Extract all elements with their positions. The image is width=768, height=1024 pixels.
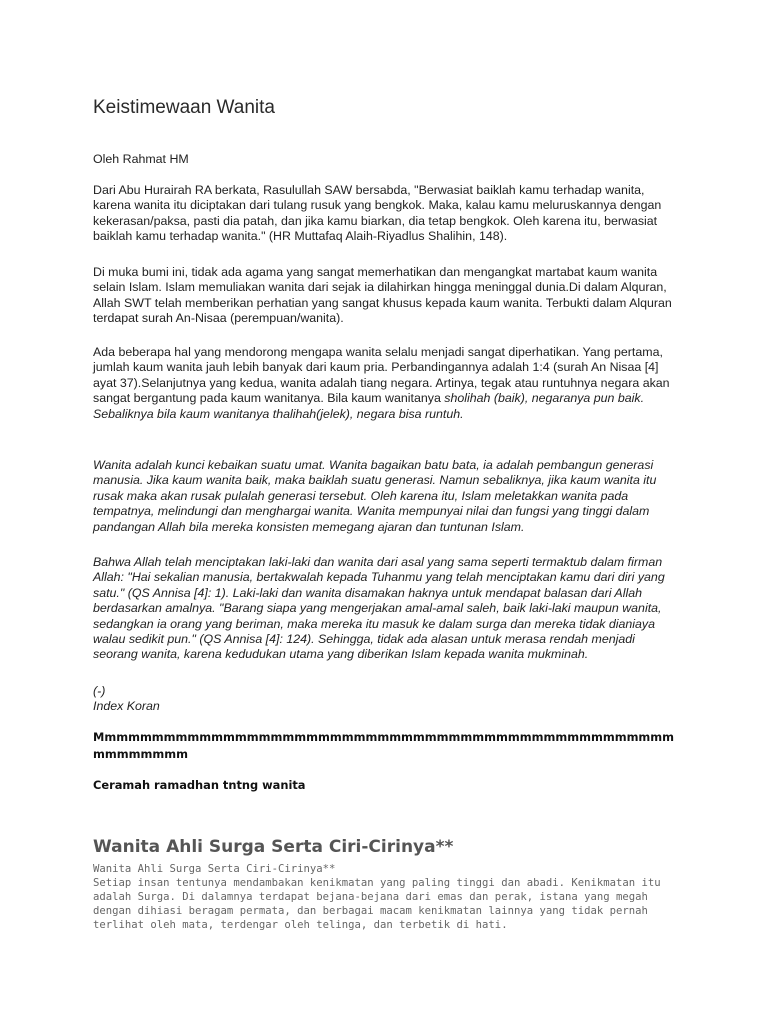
paragraph-reasons-text: Ada beberapa hal yang mendorong mengapa wanita selalu menjadi sangat diperhatikan. Yang pertama, jumlah kaum wanita jauh lebih banyak dari kaum pria. Perbandingannya adalah 1:4 (surah An Nisaa [4] ayat 37).Selanjutnya yang kedua, wanita adalah tiang negara. Artinya, tegak atau runtuhnya negara akan sangat bergantung pada kaum wanitanya. Bila kaum wanitanya	[93, 345, 670, 406]
source-line: Index Koran	[93, 699, 160, 713]
section2-body: Setiap insan tentunya mendambakan kenikmatan yang paling tinggi dan abadi. Kenikmatan itu adalah Surga. Di dalamnya terdapat bejana-bejana dari emas dan perak, istana yang megah dengan dihiasi beragam permata, dan berbagai macam kenikmatan lainnya yang tidak pernah terlihat oleh mata, terdengar oleh telinga, dan terbetik di hati.	[93, 877, 661, 931]
paragraph-hadith: Dari Abu Hurairah RA berkata, Rasulullah SAW bersabda, "Berwasiat baiklah kamu terhadap wanita, karena wanita itu diciptakan dari tulang rusuk yang bengkok. Maka, kalau kamu meluruskannya dengan kekerasan/paksa, pasti dia patah, dan jika kamu biarkan, dia tetap bengkok. Oleh karena itu, berwasiat baiklah kamu terhadap wanita." (HR Muttafaq Alaih-Riyadlus Shalihin, 148).	[93, 183, 662, 244]
section2-subtitle: Wanita Ahli Surga Serta Ciri-Cirinya**	[93, 863, 336, 875]
article-title: Keistimewaan Wanita	[93, 97, 275, 118]
paragraph-islam: Di muka bumi ini, tidak ada agama yang sangat memerhatikan dan mengangkat martabat kaum wanita selain Islam. Islam memuliakan wanita dari sejak ia dilahirkan hingga meninggal dunia.Di dalam Alquran, Allah SWT telah memberikan perhatian yang sangat khusus kepada kaum wanita. Terbukti dalam Alquran terdapat surah An-Nisaa (perempuan/wanita).	[93, 265, 672, 326]
closing-mark: (-)	[93, 684, 106, 698]
ceramah-line: Ceramah ramadhan tntng wanita	[93, 778, 306, 792]
paragraph-key: Wanita adalah kunci kebaikan suatu umat. Wanita bagaikan batu bata, ia adalah pembangun generasi manusia. Jika kaum wanita baik, maka baiklah suatu generasi. Namun sebaliknya, jika kaum wanita itu rusak maka akan rusak pulalah generasi tersebut. Oleh karena itu, Islam meletakkan wanita pada tempatnya, melindungi dan menghargai wanita. Wanita mempunyai nilai dan fungsi yang tinggi dalam pandangan Allah bila mereka konsisten memegang ajaran dan tuntunan Islam.	[93, 458, 657, 534]
paragraph-reasons	[93, 345, 683, 422]
paragraph-reasons-italic: sholihah (baik), negaranya pun baik. Sebaliknya bila kaum wanitanya thalihah(jelek), negara bisa runtuh.	[93, 391, 645, 421]
author-line: Oleh Rahmat HM	[93, 152, 189, 166]
paragraph-creation: Bahwa Allah telah menciptakan laki-laki dan wanita dari asal yang sama seperti termaktub dalam firman Allah: "Hai sekalian manusia, bertakwalah kepada Tuhanmu yang telah menciptakan kamu dari diri yang satu." (QS Annisa [4]: 1). Laki-laki dan wanita disamakan haknya untuk mendapat balasan dari Allah berdasarkan amalnya. "Barang siapa yang mengerjakan amal-amal saleh, baik laki-laki maupun wanita, sedangkan ia orang yang beriman, maka mereka itu masuk ke dalam surga dan mereka tidak dianiaya walau sedikit pun." (QS Annisa [4]: 124). Sehingga, tidak ada alasan untuk merasa rendah menjadi seorang wanita, karena kedudukan utama yang diberikan Islam kepada wanita mukminah.	[93, 555, 665, 662]
section2-title: Wanita Ahli Surga Serta Ciri-Cirinya**	[93, 837, 454, 857]
mmm-line: Mmmmmmmmmmmmmmmmmmmmmmmmmmmmmmmmmmmmmmmmmmmmmmmmmmmmmmmmm	[93, 730, 675, 761]
